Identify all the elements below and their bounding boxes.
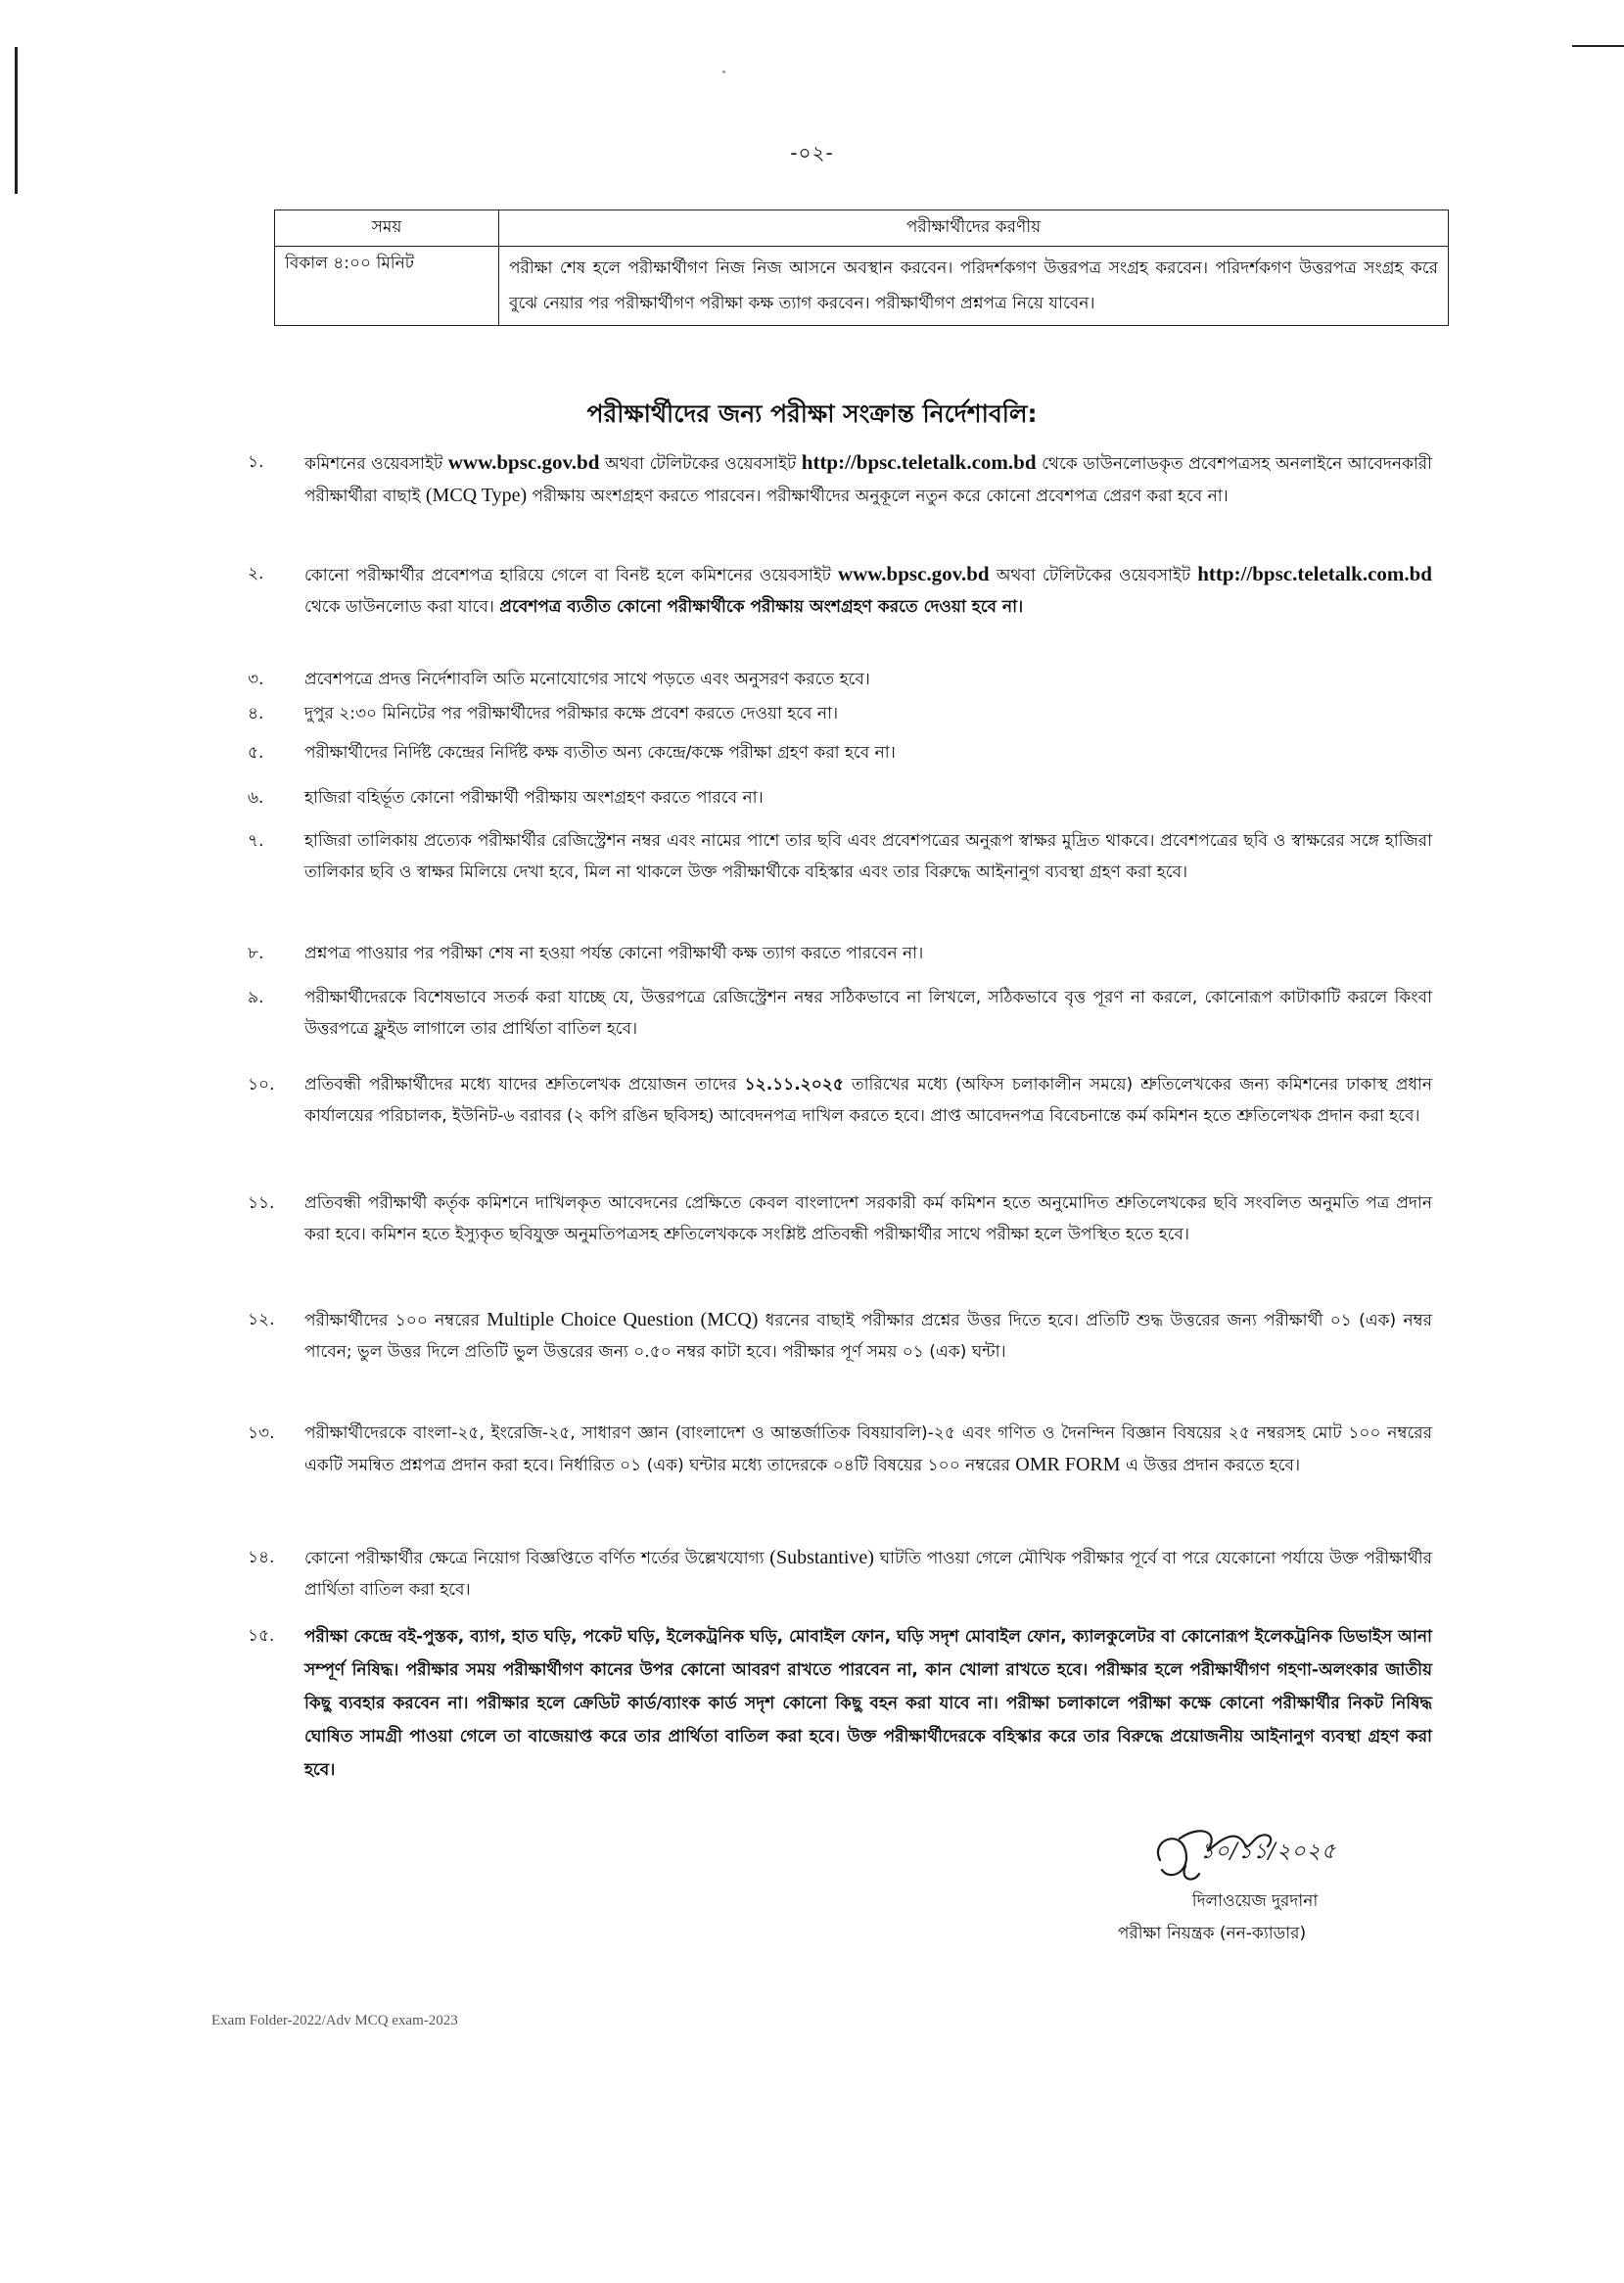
instruction-number: ১২. — [248, 1310, 275, 1329]
text-run: অথবা টেলিটকের ওয়েবসাইট — [989, 566, 1198, 585]
text-run: থেকে ডাউনলোড করা যাবে। — [304, 597, 500, 617]
instruction-text: প্রতিবন্ধী পরীক্ষার্থী কর্তৃক কমিশনে দাখিলকৃত আবেদনের প্রেক্ষিতে কেবল বাংলাদেশ সরকারী কর্ম কমিশন হতে অনুমোদিত শ্রুতিলেখকের ছবি সংবলিত অনুমতি পত্র প্রদান করা হবে। কমিশন হতে ইস্যুকৃত ছবিযুক্ত অনুমতিপত্রসহ শ্রুতিলেখককে সংশ্লিষ্ট প্রতিবন্ধী পরীক্ষার্থীর সাথে পরীক্ষা হলে উপস্থিত হতে হবে। — [304, 1193, 1432, 1244]
instruction-item-13 — [250, 1418, 1432, 1481]
instruction-number: ২. — [248, 564, 264, 583]
text-run: ঘাটতি পাওয়া গেলে মৌখিক পরীক্ষার পূর্বে বা পরে যেকোনো পর্যায়ে উক্ত পরীক্ষার্থীর প্রার্থিতা বাতিল করা হবে। — [304, 1549, 1432, 1600]
signature-date: ১০/১১/২০২৫ — [1200, 1840, 1337, 1864]
text-run: তারিখের মধ্যে (অফিস চলাকালীন সময়ে) শ্রুতিলেখকের জন্য কমিশনের ঢাকাস্থ প্রধান কার্যালয়ের পরিচালক, ইউনিট-৬ বরাবর (২ কপি রঙিন ছবিসহ) আবেদনপত্র দাখিল করতে হবে। প্রাপ্ত আবেদনপত্র বিবেচনান্তে কর্ম কমিশন হতে শ্রুতিলেখক প্রদান করা হবে। — [304, 1075, 1432, 1126]
text-run: পরীক্ষার্থীদেরকে বাংলা-২৫, ইংরেজি-২৫, সাধারণ জ্ঞান (বাংলাদেশ ও আন্তর্জাতিক বিষয়াবলি)-২৫ এবং গণিত ও দৈনন্দিন বিজ্ঞান বিষয়ের ২৫ নম্বরসহ মোট ১০০ নম্বরের একটি সমন্বিত প্রশ্নপত্র প্রদান করা হবে। নির্ধারিত ০১ (এক) ঘন্টার মধ্যে তাদেরকে ০৪টি বিষয়ের ১০০ নম্বরের — [304, 1423, 1432, 1475]
latin-term: Multiple Choice Question (MCQ) — [487, 1309, 759, 1330]
instruction-number: ১১. — [248, 1193, 275, 1213]
instruction-item-1 — [250, 446, 1432, 512]
instruction-text: পরীক্ষার্থীদের নির্দিষ্ট কেন্দ্রের নির্দিষ্ট কক্ষ ব্যতীত অন্য কেন্দ্রে/কক্ষে পরীক্ষা গ্রহণ করা হবে না। — [304, 743, 896, 763]
instruction-number: ৯. — [248, 988, 264, 1007]
text-run: প্রতিবন্ধী পরীক্ষার্থীদের মধ্যে যাদের শ্রুতিলেখক প্রয়োজন তাদের — [304, 1075, 745, 1095]
instruction-number: ১৩. — [248, 1423, 275, 1443]
instruction-text — [304, 1304, 1432, 1368]
instruction-item-4 — [250, 698, 1432, 729]
instruction-number: ১৪. — [248, 1548, 275, 1567]
text-run: কমিশনের ওয়েবসাইট — [304, 454, 448, 474]
text-run: এ উত্তর প্রদান করতে হবে। — [1120, 1456, 1301, 1475]
instruction-item-15 — [250, 1620, 1432, 1787]
instruction-item-14 — [250, 1542, 1432, 1606]
text-run: পরীক্ষায় অংশগ্রহণ করতে পারবেন। পরীক্ষার্থীদের অনুকূলে নতুন করে কোনো প্রবেশপত্র প্রেরণ করা হবে না। — [527, 487, 1229, 506]
instruction-text: পরীক্ষার্থীদেরকে বিশেষভাবে সতর্ক করা যাচ্ছে যে, উত্তরপত্রে রেজিস্ট্রেশন নম্বর সঠিকভাবে না লিখলে, সঠিকভাবে বৃত্ত পূরণ না করলে, কোনোরূপ কাটাকাটি করলে কিংবা উত্তরপত্রে ফ্লুইড লাগালে তার প্রার্থিতা বাতিল হবে। — [304, 988, 1432, 1039]
text-run: কোনো পরীক্ষার্থীর ক্ষেত্রে নিয়োগ বিজ্ঞপ্তিতে বর্ণিত শর্তের উল্লেখযোগ্য — [304, 1549, 770, 1568]
schedule-header-duty: পরীক্ষার্থীদের করণীয় — [499, 210, 1449, 247]
instruction-number: ৮. — [248, 944, 264, 963]
emphasis-text: প্রবেশপত্র ব্যতীত কোনো পরীক্ষার্থীকে পরীক্ষায় অংশগ্রহণ করতে দেওয়া হবে না। — [499, 597, 1024, 617]
instruction-item-11 — [250, 1188, 1432, 1250]
instruction-number: ১৫. — [248, 1626, 275, 1646]
latin-term: OMR FORM — [1015, 1454, 1121, 1475]
instruction-text — [304, 1542, 1432, 1606]
instruction-text — [304, 558, 1432, 623]
latin-term: (Substantive) — [769, 1547, 874, 1568]
instructions-heading: পরীক্ষার্থীদের জন্য পরীক্ষা সংক্রান্ত নির্দেশাবলি: — [586, 399, 1038, 428]
instruction-number: ৪. — [248, 704, 264, 723]
teletalk-website-link[interactable]: http://bpsc.teletalk.com.bd — [801, 450, 1037, 474]
schedule-description-cell: পরীক্ষা শেষ হলে পরীক্ষার্থীগণ নিজ নিজ আসনে অবস্থান করবেন। পরিদর্শকগণ উত্তরপত্র সংগ্রহ করবেন। পরিদর্শকগণ উত্তরপত্র সংগ্রহ করে বুঝে নেয়ার পর পরীক্ষার্থীগণ পরীক্ষা কক্ষ ত্যাগ করবেন। পরীক্ষার্থীগণ প্রশ্নপত্র নিয়ে যাবেন। — [499, 247, 1449, 326]
instruction-item-10 — [250, 1069, 1432, 1132]
instruction-text: হাজিরা তালিকায় প্রত্যেক পরীক্ষার্থীর রেজিস্ট্রেশন নম্বর এবং নামের পাশে তার ছবি এবং প্রবেশপত্রের অনুরূপ স্বাক্ষর মুদ্রিত থাকবে। প্রবেশপত্রের ছবি ও স্বাক্ষরের সঙ্গে হাজিরা তালিকার ছবি ও স্বাক্ষর মিলিয়ে দেখা হবে, মিল না থাকলে উক্ত পরীক্ষার্থীকে বহিস্কার এবং তার বিরুদ্ধে আইনানুগ ব্যবস্থা গ্রহণ করা হবে। — [304, 831, 1432, 882]
instruction-item-7 — [250, 825, 1432, 888]
text-run: পরীক্ষার্থীদের ১০০ নম্বরের — [304, 1311, 487, 1330]
instruction-item-12 — [250, 1304, 1432, 1368]
instruction-item-8 — [250, 938, 1432, 969]
instruction-number: ৬. — [248, 788, 264, 808]
instruction-item-9 — [250, 982, 1432, 1045]
latin-term: (MCQ Type) — [425, 485, 528, 506]
instruction-item-5 — [250, 737, 1432, 769]
instruction-item-3 — [250, 664, 1432, 695]
instruction-item-2 — [250, 558, 1432, 623]
instruction-number: ৫. — [248, 743, 264, 763]
instruction-text: হাজিরা বহির্ভূত কোনো পরীক্ষার্থী পরীক্ষায় অংশগ্রহণ করতে পারবে না। — [304, 788, 764, 808]
teletalk-website-link[interactable]: http://bpsc.teletalk.com.bd — [1197, 562, 1432, 585]
schedule-header-time: সময় — [275, 210, 499, 247]
instruction-number: ১০. — [248, 1075, 275, 1095]
instruction-text — [304, 1418, 1432, 1481]
deadline-date: ১২.১১.২০২৫ — [744, 1075, 844, 1095]
instruction-number: ১. — [248, 452, 264, 472]
text-run: অথবা টেলিটকের ওয়েবসাইট — [599, 454, 802, 474]
instruction-number: ৩. — [248, 670, 264, 689]
footer-file-path: Exam Folder-2022/Adv MCQ exam-2023 — [211, 2013, 458, 2028]
text-run: কোনো পরীক্ষার্থীর প্রবেশপত্র হারিয়ে গেলে বা বিনষ্ট হলে কমিশনের ওয়েবসাইট — [304, 566, 838, 585]
bpsc-website-link[interactable]: www.bpsc.gov.bd — [837, 562, 990, 585]
schedule-time-cell: বিকাল ৪:০০ মিনিট — [275, 247, 499, 326]
signer-name: দিলাওয়েজ দুরদানা — [1191, 1891, 1319, 1911]
instruction-item-6 — [250, 782, 1432, 814]
instruction-text: প্রশ্নপত্র পাওয়ার পর পরীক্ষা শেষ না হওয়া পর্যন্ত কোনো পরীক্ষার্থী কক্ষ ত্যাগ করতে পারবেন না। — [304, 944, 924, 963]
instruction-text: পরীক্ষা কেন্দ্রে বই-পুস্তক, ব্যাগ, হাত ঘড়ি, পকেট ঘড়ি, ইলেকট্রনিক ঘড়ি, মোবাইল ফোন, ঘড়ি সদৃশ মোবাইল ফোন, ক্যালকুলেটর বা কোনোরূপ ইলেকট্রনিক ডিভাইস আনা সম্পূর্ণ নিষিদ্ধ। পরীক্ষার সময় পরীক্ষার্থীগণ কানের উপর কোনো আবরণ রাখতে পারবেন না, কান খোলা রাখতে হবে। পরীক্ষার হলে পরীক্ষার্থীগণ গহণা-অলংকার জাতীয় কিছু ব্যবহার করবেন না। পরীক্ষার হলে ক্রেডিট কার্ড/ব্যাংক কার্ড সদৃশ কোনো কিছু বহন করা যাবে না। পরীক্ষা চলাকালে পরীক্ষা কক্ষে কোনো পরীক্ষার্থীর নিকট নিষিদ্ধ ঘোষিত সামগ্রী পাওয়া গেলে তা বাজেয়াপ্ত করে তার প্রার্থিতা বাতিল করা হবে। উক্ত পরীক্ষার্থীদেরকে বহিস্কার করে তার বিরুদ্ধে প্রয়োজনীয় আইনানুগ ব্যবস্থা গ্রহণ করা হবে। — [304, 1627, 1432, 1780]
signer-designation: পরীক্ষা নিয়ন্ত্রক (নন-ক্যাডার) — [1117, 1924, 1307, 1943]
page-number: -০২- — [790, 141, 834, 164]
bpsc-website-link[interactable]: www.bpsc.gov.bd — [447, 450, 600, 474]
instruction-text — [304, 1069, 1432, 1132]
text-run: থেকে ডাউনলোডকৃত প্রবেশপত্রসহ অনলাইনে আবেদনকারী পরীক্ষার্থীরা বাছাই — [304, 454, 1433, 506]
instruction-text: প্রবেশপত্রে প্রদত্ত নির্দেশাবলি অতি মনোযোগের সাথে পড়তে এবং অনুসরণ করতে হবে। — [304, 670, 870, 689]
instruction-text: দুপুর ২:৩০ মিনিটের পর পরীক্ষার্থীদের পরীক্ষার কক্ষে প্রবেশ করতে দেওয়া হবে না। — [304, 704, 839, 723]
instruction-text — [304, 446, 1432, 512]
instruction-number: ৭. — [248, 831, 264, 851]
text-run: ধরনের বাছাই পরীক্ষার প্রশ্নের উত্তর দিতে হবে। প্রতিটি শুদ্ধ উত্তরের জন্য পরীক্ষার্থী ০১ (এক) নম্বর পাবেন; ভুল উত্তর দিলে প্রতিটি ভুল উত্তরের জন্য ০.৫০ নম্বর কাটা হবে। পরীক্ষার পূর্ণ সময় ০১ (এক) ঘন্টা। — [304, 1311, 1432, 1362]
